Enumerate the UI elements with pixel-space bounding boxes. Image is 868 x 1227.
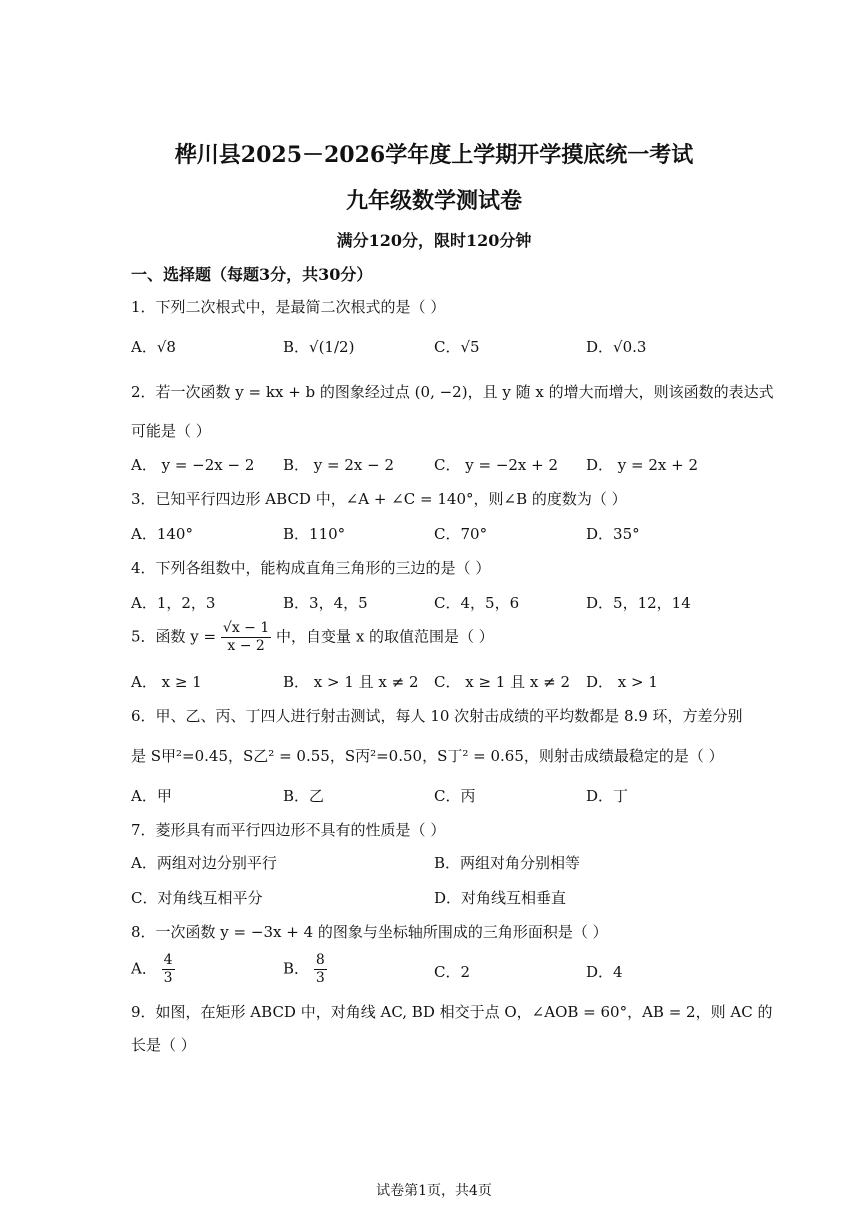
q5-fraction-denominator: x − 2 xyxy=(227,638,265,654)
q5-stem-prefix: 5．函数 y = xyxy=(131,627,217,646)
section-heading: 一、选择题（每题3分，共30分） xyxy=(131,265,373,284)
q7-option-a: A．两组对边分别平行 xyxy=(131,854,277,872)
q4-option-b: B．3，4，5 xyxy=(283,594,368,612)
question-9-stem-cont: 长是（ ） xyxy=(131,1036,196,1054)
q5-option-b: B． x > 1 且 x ≠ 2 xyxy=(283,673,419,691)
q6-option-a: A．甲 xyxy=(131,787,172,805)
q2-option-a: A． y = −2x − 2 xyxy=(131,456,255,474)
question-9-stem: 9．如图，在矩形 ABCD 中，对角线 AC, BD 相交于点 O，∠AOB = 60°，AB = 2，则 AC 的 xyxy=(131,1003,773,1021)
q4-option-d: D．5，12，14 xyxy=(586,594,691,612)
q3-option-a: A．140° xyxy=(131,525,193,543)
q6-option-d: D．丁 xyxy=(586,787,629,805)
question-6-stem: 6．甲、乙、丙、丁四人进行射击测试，每人 10 次射击成绩的平均数都是 8.9 环，方差分别 xyxy=(131,707,743,725)
q5-option-c: C． x ≥ 1 且 x ≠ 2 xyxy=(434,673,570,691)
q7-option-c: C．对角线互相平分 xyxy=(131,889,263,907)
question-4-stem: 4．下列各组数中，能构成直角三角形的三边的是（ ） xyxy=(131,559,491,577)
q8-option-b-label: B． xyxy=(283,959,310,978)
q8-option-b-fraction xyxy=(314,952,327,987)
q2-option-b: B． y = 2x − 2 xyxy=(283,456,395,474)
q8-option-d: D．4 xyxy=(586,963,623,981)
q1-option-b: B．√(1/2) xyxy=(283,338,355,356)
q8-option-c: C．2 xyxy=(434,963,471,981)
question-3-stem: 3．已知平行四边形 ABCD 中，∠A + ∠C = 140°，则∠B 的度数为（ ） xyxy=(131,490,627,508)
q8-b-numerator: 8 xyxy=(315,952,325,968)
q7-option-d: D．对角线互相垂直 xyxy=(434,889,567,907)
question-7-stem: 7．菱形具有而平行四边形不具有的性质是（ ） xyxy=(131,821,446,839)
q3-option-d: D．35° xyxy=(586,525,640,543)
page-footer: 试卷第1页，共4页 xyxy=(376,1183,492,1199)
q2-option-c: C． y = −2x + 2 xyxy=(434,456,559,474)
exam-title-line2: 九年级数学测试卷 xyxy=(345,188,522,214)
q4-option-c: C．4，5，6 xyxy=(434,594,520,612)
question-2-stem-cont: 可能是（ ） xyxy=(131,422,211,440)
q8-option-a xyxy=(131,952,175,987)
q5-stem-suffix: 中，自变量 x 的取值范围是（ ） xyxy=(276,627,494,646)
q8-a-numerator: 4 xyxy=(163,952,173,968)
question-5-stem xyxy=(131,620,494,655)
question-2-stem: 2．若一次函数 y = kx + b 的图象经过点 (0, −2)，且 y 随 x 的增大而增大，则该函数的表达式 xyxy=(131,383,774,401)
q8-b-denominator: 3 xyxy=(315,970,325,986)
q8-a-denominator: 3 xyxy=(163,970,173,986)
q1-option-d: D．√0.3 xyxy=(586,338,647,356)
q8-option-a-label: A． xyxy=(131,959,157,978)
q5-fraction xyxy=(221,620,271,655)
q3-option-c: C．70° xyxy=(434,525,488,543)
q2-option-d: D． y = 2x + 2 xyxy=(586,456,699,474)
q4-option-a: A．1，2，3 xyxy=(131,594,216,612)
q7-option-b: B．两组对角分别相等 xyxy=(434,854,581,872)
q1-option-a: A．√8 xyxy=(131,338,176,356)
q5-option-a: A． x ≥ 1 xyxy=(131,673,202,691)
question-1-stem: 1．下列二次根式中，是最简二次根式的是（ ） xyxy=(131,298,446,316)
exam-title-line1: 桦川县2025－2026学年度上学期开学摸底统一考试 xyxy=(174,142,694,168)
q5-option-d: D． x > 1 xyxy=(586,673,658,691)
question-6-stem-cont: 是 S甲²=0.45，S乙² = 0.55，S丙²=0.50，S丁² = 0.65，则射击成绩最稳定的是（ ） xyxy=(131,747,724,765)
question-8-stem: 8．一次函数 y = −3x + 4 的图象与坐标轴所围成的三角形面积是（ ） xyxy=(131,923,608,941)
q8-option-a-fraction xyxy=(162,952,175,987)
q3-option-b: B．110° xyxy=(283,525,346,543)
exam-subtitle: 满分120分，限时120分钟 xyxy=(336,231,532,250)
q8-option-b xyxy=(283,952,327,987)
q6-option-c: C．丙 xyxy=(434,787,476,805)
q1-option-c: C．√5 xyxy=(434,338,480,356)
q5-fraction-numerator: √x − 1 xyxy=(222,620,270,636)
q6-option-b: B．乙 xyxy=(283,787,325,805)
